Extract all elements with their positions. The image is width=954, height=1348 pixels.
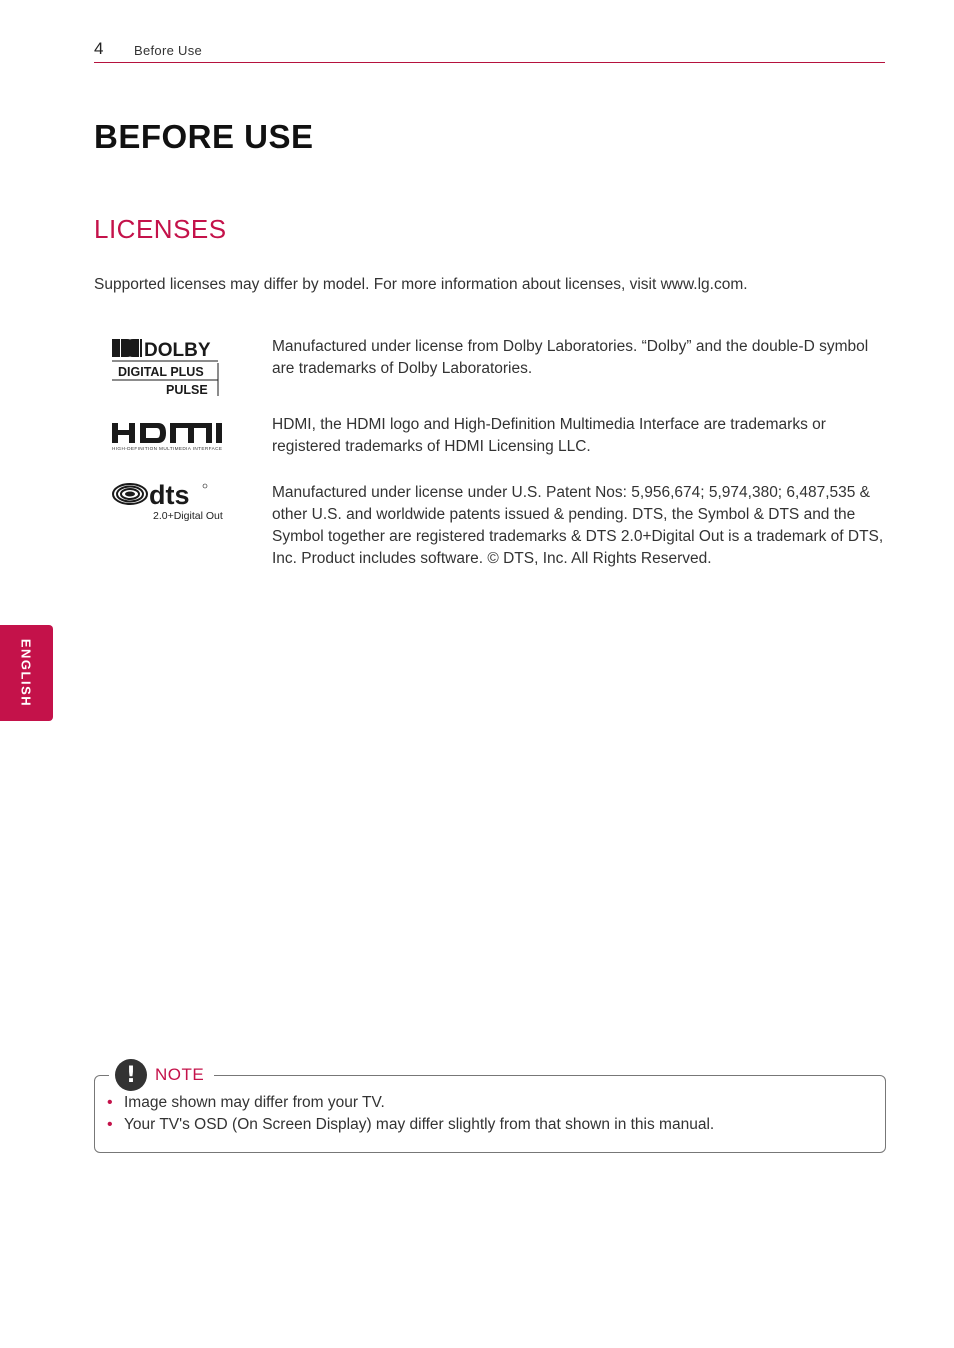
license-hdmi-text: HDMI, the HDMI logo and High-Definition Multimedia Interface are trademarks or registered trademarks of HDMI Licensing LLC. (272, 416, 826, 455)
page-number: 4 (94, 39, 104, 58)
note-item: • Image shown may differ from your TV. (107, 1092, 714, 1114)
exclamation-icon: ! (115, 1059, 147, 1091)
dts-logo (110, 482, 228, 524)
page-title: BEFORE USE (94, 118, 314, 155)
note-header (109, 1058, 214, 1092)
dts-tagline-text: 2.0+Digital Out (153, 510, 223, 522)
hdmi-logo (110, 414, 228, 454)
section-title-licenses: LICENSES (94, 214, 227, 244)
dolby-line2-text: PULSE (166, 383, 208, 397)
page-header (94, 38, 885, 63)
note-item: • Your TV's OSD (On Screen Display) may differ slightly from that shown in this manual. (107, 1114, 714, 1136)
license-dts-text: Manufactured under license under U.S. Patent Nos: 5,956,674; 5,974,380; 6,487,535 & other U.S. and worldwide patents issued & pending. DTS, the Symbol & DTS and the Symbol together are registered trademarks & DTS 2.0+Digital Out is a trademark of DTS, Inc. Product includes software. © DTS, Inc. All Rights Reserved. (272, 484, 884, 567)
note-title: NOTE (155, 1065, 205, 1084)
dts-brand-text: dts (149, 482, 190, 510)
dolby-brand-text: DOLBY (144, 340, 211, 361)
running-title: Before Use (134, 43, 203, 58)
note-list (107, 1092, 714, 1136)
license-dolby-text: Manufactured under license from Dolby Laboratories. “Dolby” and the double-D symbol are trademarks of Dolby Laboratories. (272, 338, 869, 377)
language-tab-label: ENGLISH (18, 638, 34, 708)
hdmi-tagline-text: HIGH-DEFINITION MULTIMEDIA INTERFACE (112, 446, 222, 451)
note-box (94, 1062, 886, 1153)
licenses-intro: Supported licenses may differ by model. For more information about licenses, visit www.lg.com. (94, 276, 748, 293)
dolby-digital-plus-pulse-logo (110, 336, 222, 398)
language-tab (0, 625, 53, 721)
dolby-line1-text: DIGITAL PLUS (118, 365, 204, 379)
